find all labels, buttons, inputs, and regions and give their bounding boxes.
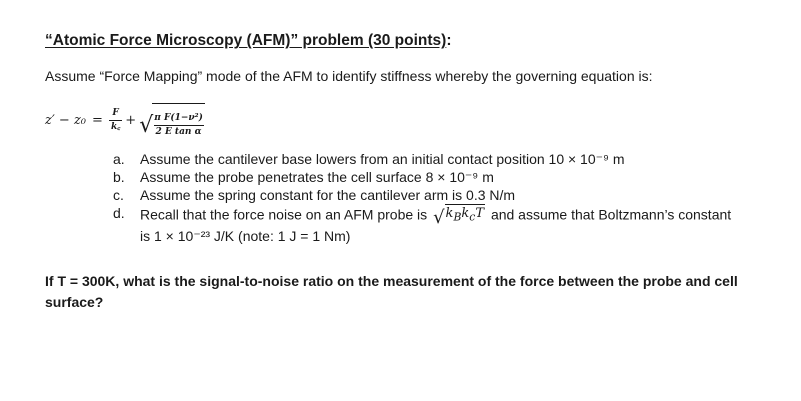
sqrt-fraction	[152, 114, 205, 137]
problem-title	[45, 32, 451, 50]
list-item	[113, 186, 731, 204]
list-marker: b.	[113, 169, 125, 185]
list-item-text: Assume the spring constant for the cantilever arm is 0.3 N/m	[140, 187, 516, 203]
list-item-text: Assume the cantilever base lowers from an initial contact position 10 × 10⁻⁹ m	[140, 151, 625, 167]
force-noise-radical	[433, 204, 485, 227]
list-item	[113, 150, 731, 168]
sqrt-symbol-icon: √	[139, 113, 154, 138]
intro-text: Assume “Force Mapping” mode of the AFM to identify stiffness whereby the governing equation is:	[45, 68, 653, 84]
question-text: If T = 300K, what is the signal-to-noise ratio on the measurement of the force between the probe and cell surface?	[45, 273, 738, 310]
assumption-list	[113, 150, 731, 245]
equation-equals: =	[92, 112, 103, 128]
problem-title-colon: :	[446, 32, 452, 49]
list-item	[113, 204, 731, 245]
list-marker: d.	[113, 205, 125, 221]
governing-equation	[45, 100, 205, 140]
list-item-text: Assume the probe penetrates the cell surface 8 × 10⁻⁹ m	[140, 169, 494, 185]
sqrt-denominator: 2 E tan α	[155, 127, 202, 137]
sqrt-numerator: π F(1−ν²)	[154, 113, 203, 123]
equation-plus: +	[125, 112, 137, 128]
square-root-term	[139, 103, 205, 137]
equation-lhs: z′ − z₀	[45, 112, 87, 128]
list-item-text-before: Recall that the force noise on an AFM probe is	[140, 206, 428, 223]
fraction-denominator: k꜀	[110, 121, 121, 132]
list-item-continuation: is 1 × 10⁻²³ J/K (note: 1 J = 1 Nm)	[140, 227, 351, 244]
list-item-text-after: and assume that Boltzmann’s constant	[490, 206, 732, 223]
sqrt-symbol-icon: √	[433, 206, 445, 228]
fraction-numerator: F	[112, 107, 119, 118]
radical-body: $k_Bk_cT$	[445, 204, 486, 227]
list-item	[113, 168, 731, 186]
force-fraction	[109, 109, 122, 132]
list-marker: c.	[113, 187, 124, 203]
problem-title-text: “Atomic Force Microscopy (AFM)” problem (30 points)	[45, 32, 447, 49]
list-marker: a.	[113, 151, 125, 167]
